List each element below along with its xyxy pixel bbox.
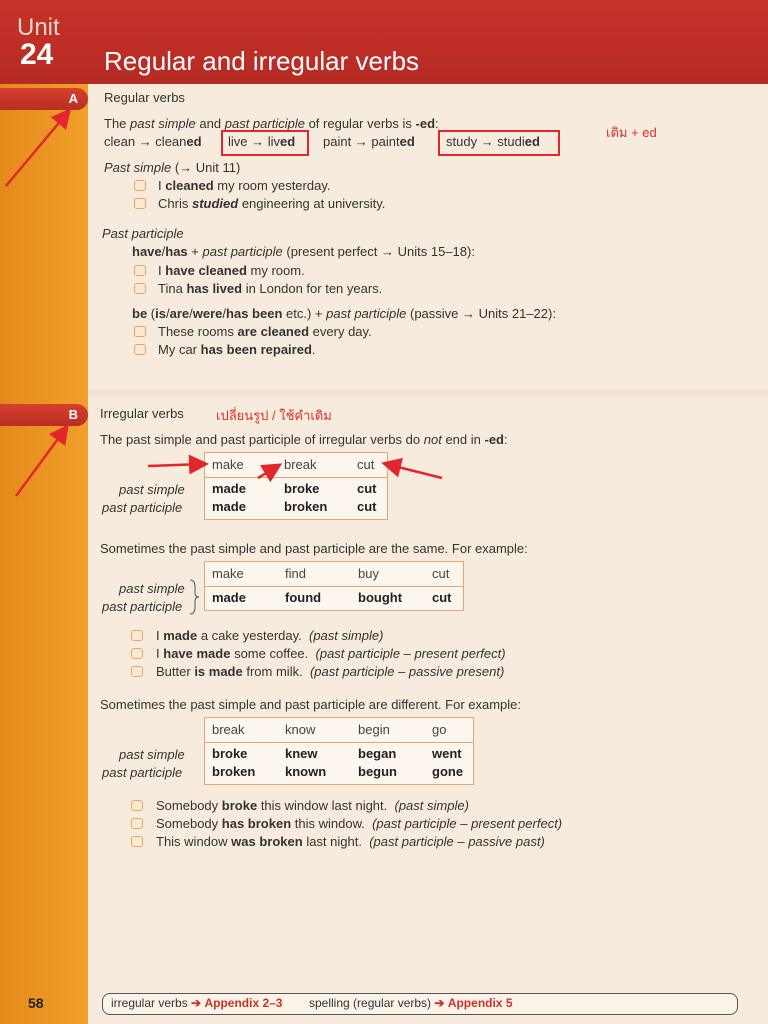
table-cell: find [285, 566, 306, 581]
text: (past participle – present perfect) [315, 646, 506, 661]
row-label: past participle [102, 599, 183, 614]
arrow-right-icon: ➔ [191, 996, 202, 1010]
text: (present perfect → Units 15–18): [286, 244, 475, 259]
text: ed [399, 134, 415, 149]
text: (past simple) [394, 798, 469, 813]
row-label: past simple [119, 482, 185, 497]
text: from milk. [246, 664, 303, 679]
table-cell: cut [357, 481, 377, 496]
text: The past simple and past participle of irregular verbs do [100, 432, 421, 447]
text: ed [186, 134, 202, 149]
text: My car [158, 342, 197, 357]
text: was broken [231, 834, 303, 849]
text: Butter [156, 664, 191, 679]
text: (past participle – present perfect) [372, 816, 563, 831]
table-cell: began [358, 746, 397, 761]
text: I [158, 263, 162, 278]
table-cell: know [285, 722, 316, 737]
text: (past simple) [309, 628, 384, 643]
text: past participle [202, 244, 283, 259]
section-a-heading: Regular verbs [104, 90, 185, 105]
text: are [169, 306, 190, 321]
text: This window [156, 834, 228, 849]
unit-number: 24 [20, 38, 54, 71]
irregular-intro: The past simple and past participle of irregular verbs do not end in -ed: [100, 432, 508, 447]
text: Somebody [156, 816, 219, 831]
arrow-icon [258, 466, 278, 478]
table-cell: made [212, 590, 246, 605]
text: made [163, 628, 198, 643]
handwritten-note: เปลี่ยนรูป / ใช้คำเดิม [216, 408, 332, 423]
table-cell: went [432, 746, 462, 761]
table-cell: cut [357, 457, 375, 472]
text: studied [191, 196, 239, 211]
text: -ed [484, 432, 504, 447]
text: last night. [306, 834, 362, 849]
text: paint → paint [323, 134, 400, 149]
text: this window. [294, 816, 365, 831]
handwritten-note: เติม + ed [606, 125, 657, 140]
regular-intro: The past simple and past participle of regular verbs is -ed: [104, 116, 439, 131]
text: be [132, 306, 148, 321]
table-cell: bought [358, 590, 403, 605]
table-cell: cut [432, 566, 450, 581]
text: my room. [250, 263, 305, 278]
text: (past participle – passive present) [309, 664, 505, 679]
page-title: Regular and irregular verbs [104, 46, 420, 76]
text: have made [163, 646, 231, 661]
text: some coffee. [234, 646, 309, 661]
text: were [192, 306, 223, 321]
text: (passive → Units 21–22): [409, 306, 556, 321]
text: . [311, 342, 316, 357]
text: clean → clean [104, 134, 187, 149]
table-cell: make [212, 457, 244, 472]
text: These rooms [158, 324, 234, 339]
appendix-link[interactable]: Appendix 2–3 [204, 996, 283, 1010]
text: my room yesterday. [217, 178, 331, 193]
text: a cake yesterday. [200, 628, 302, 643]
table-cell: gone [432, 764, 464, 779]
text: ed [280, 134, 296, 149]
section-b-heading: Irregular verbs [100, 406, 184, 421]
table-cell: begin [358, 722, 390, 737]
text: end in [445, 432, 481, 447]
text: / [161, 244, 166, 259]
text: is [155, 306, 166, 321]
table-cell: cut [357, 499, 377, 514]
tab-label: B [68, 407, 78, 422]
arrow-icon [148, 464, 204, 466]
arrow-icon [16, 428, 66, 496]
table-cell: make [212, 566, 244, 581]
table-cell: made [212, 481, 246, 496]
text: I [158, 178, 162, 193]
text: Tina [158, 281, 183, 296]
text: (→ Unit 11) [174, 160, 241, 175]
table-cell: break [212, 722, 245, 737]
table-cell: broken [212, 764, 256, 779]
text: / [189, 306, 193, 321]
arrow-icon [6, 112, 68, 186]
text: is made [194, 664, 243, 679]
text: not [423, 432, 442, 447]
table-cell: broken [284, 499, 328, 514]
arrow-right-icon: ➔ [434, 996, 445, 1010]
text: spelling (regular verbs) [309, 996, 432, 1010]
text: have cleaned [165, 263, 247, 278]
table-cell: broke [212, 746, 248, 761]
text: irregular verbs [111, 996, 188, 1010]
text: are cleaned [237, 324, 310, 339]
text: cleaned [165, 178, 214, 193]
past-participle-label: Past participle [102, 226, 184, 241]
text: ( [150, 306, 156, 321]
row-label: past simple [119, 747, 185, 762]
table-cell: break [284, 457, 317, 472]
text: etc.) + [286, 306, 323, 321]
text: / [165, 306, 170, 321]
tab-label: A [68, 91, 78, 106]
text: / [222, 306, 227, 321]
table-cell: begun [358, 764, 397, 779]
text: has been repaired [200, 342, 312, 357]
text: every day. [312, 324, 372, 339]
table-cell: buy [358, 566, 379, 581]
table-cell: made [212, 499, 246, 514]
text: The [104, 116, 127, 131]
text: (past participle – passive past) [369, 834, 545, 849]
unit-label: Unit [17, 14, 60, 41]
table-cell: knew [285, 746, 318, 761]
text: live → liv [228, 134, 281, 149]
text: past participle [224, 116, 305, 131]
row-label: past participle [102, 765, 183, 780]
page-number: 58 [28, 995, 44, 1011]
text: past simple [130, 116, 196, 131]
text: Past simple [104, 160, 172, 175]
text: of regular verbs is [308, 116, 412, 131]
text: in London for ten years. [245, 281, 383, 296]
text: and [199, 116, 222, 131]
text: ed [524, 134, 540, 149]
text: -ed [415, 116, 436, 131]
arrow-icon [386, 464, 442, 478]
text: Somebody [156, 798, 219, 813]
text: has [165, 244, 188, 259]
different-forms-intro: Sometimes the past simple and past participle are different. For example: [100, 697, 522, 712]
table-cell: found [285, 590, 322, 605]
text: has lived [186, 281, 243, 296]
table-cell: known [285, 764, 327, 779]
text: has broken [221, 816, 292, 831]
text: study → studi [446, 134, 525, 149]
text: this window last night. [260, 798, 388, 813]
table-cell: cut [432, 590, 452, 605]
text: I [156, 646, 160, 661]
appendix-link[interactable]: Appendix 5 [447, 996, 513, 1010]
text: engineering at university. [241, 196, 386, 211]
same-forms-intro: Sometimes the past simple and past participle are the same. For example: [100, 541, 528, 556]
text: has been [226, 306, 283, 321]
row-label: past participle [102, 500, 183, 515]
text: past participle [326, 306, 407, 321]
text: Chris [158, 196, 189, 211]
table-cell: broke [284, 481, 320, 496]
table-cell: go [432, 722, 447, 737]
text: broke [221, 798, 258, 813]
text: + [191, 244, 199, 259]
row-label: past simple [119, 581, 185, 596]
text: I [156, 628, 160, 643]
text: have [132, 244, 162, 259]
